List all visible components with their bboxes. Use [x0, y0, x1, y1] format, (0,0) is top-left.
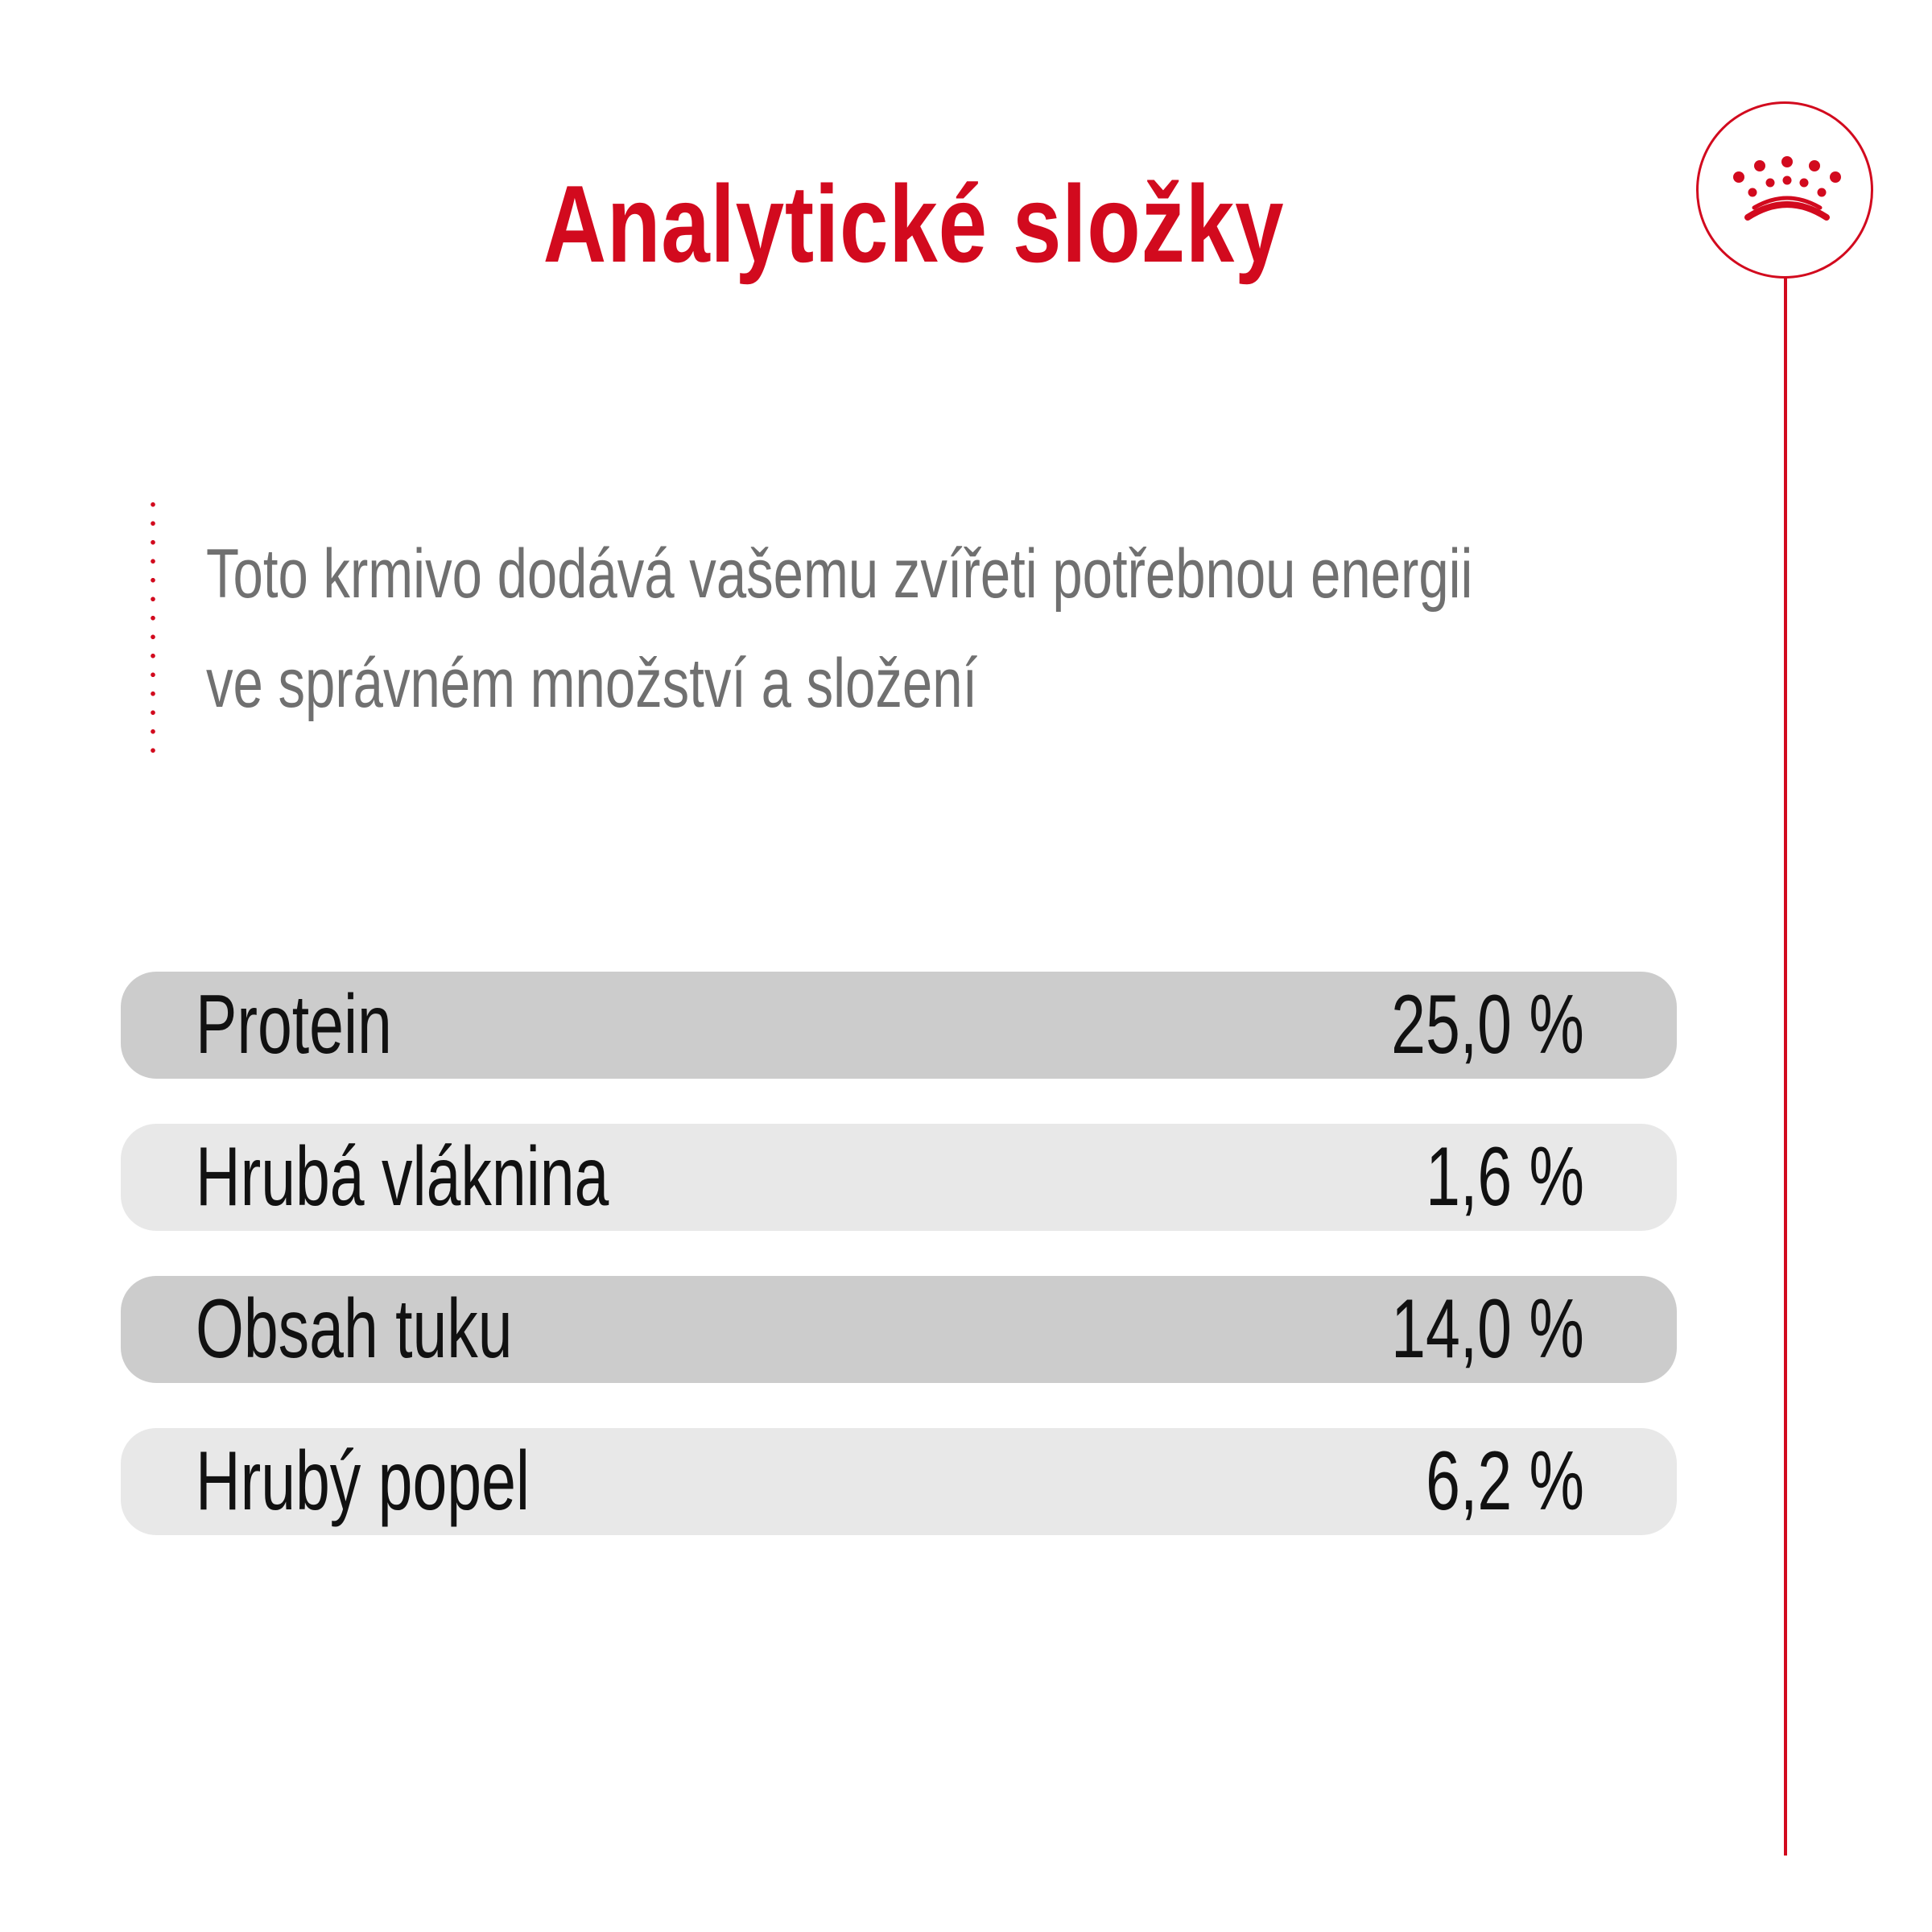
nutrient-label: Obsah tuku: [196, 1282, 513, 1376]
dotted-divider: [151, 495, 155, 761]
nutrient-row-fiber: [121, 1124, 1677, 1231]
brand-vertical-line: [1784, 278, 1787, 1856]
page-title: Analytické složky: [543, 163, 1285, 285]
crown-icon: [1728, 156, 1846, 229]
nutrient-value: 6,2 %: [1426, 1435, 1584, 1528]
nutrient-table: [121, 972, 1677, 1580]
nutrient-value: 1,6 %: [1426, 1130, 1584, 1224]
nutrient-row-ash: [121, 1428, 1677, 1535]
intro-line-1: Toto krmivo dodává vašemu zvířeti potřebnou energii: [206, 535, 1473, 613]
brand-logo: [1696, 101, 1873, 279]
nutrient-label: Hrubý popel: [196, 1435, 530, 1528]
nutrient-value: 25,0 %: [1391, 978, 1584, 1071]
nutrient-row-protein: [121, 972, 1677, 1079]
nutrient-value: 14,0 %: [1391, 1282, 1584, 1376]
intro-line-2: ve správném množství a složení: [206, 645, 978, 722]
intro-text: [206, 519, 1473, 738]
nutrient-label: Protein: [196, 978, 392, 1071]
nutrient-label: Hrubá vláknina: [196, 1130, 609, 1224]
nutrient-row-fat: [121, 1276, 1677, 1383]
